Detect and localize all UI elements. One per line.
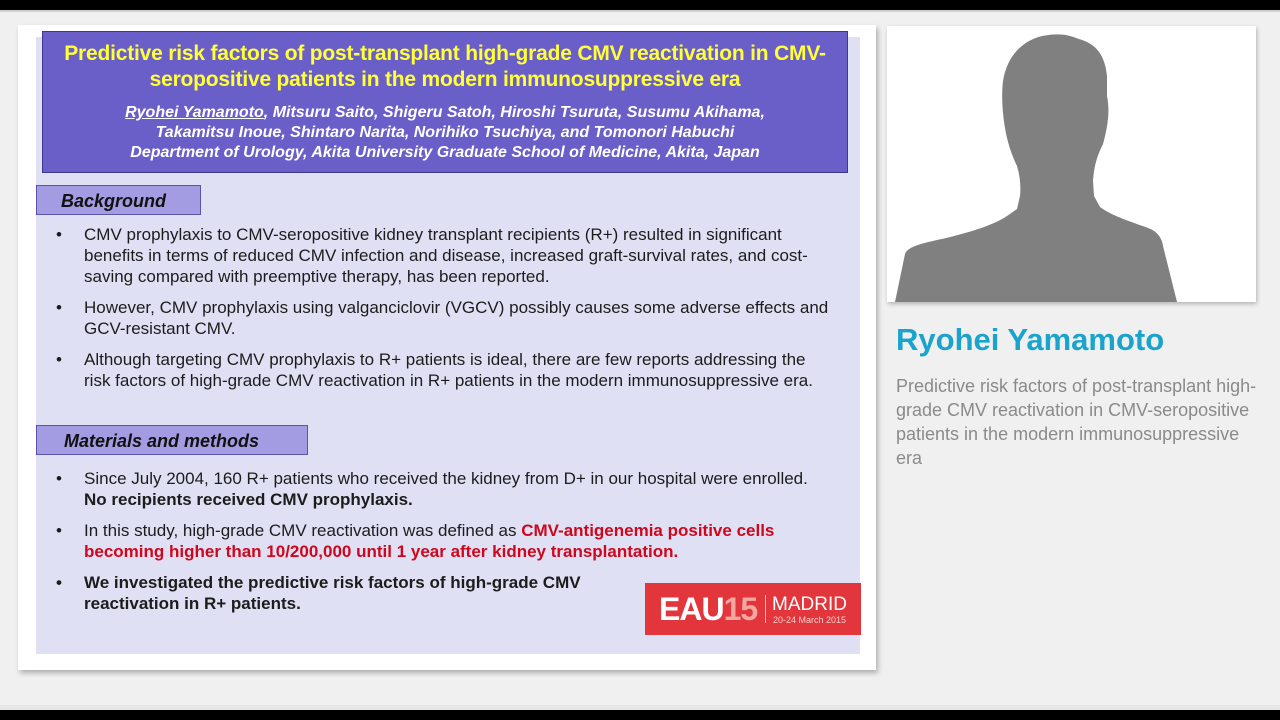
list-item: • However, CMV prophylaxis using valganciclovir (VGCV) possibly causes some adverse effects and GCV-resistant CMV.	[56, 298, 829, 338]
talk-title: Predictive risk factors of post-transplant high-grade CMV reactivation in CMV-seropositive patients in the modern immunosuppressive era	[896, 376, 1257, 468]
bullet-icon: •	[56, 225, 62, 244]
list-item: • We investigated the predictive risk factors of high-grade CMV reactivation in R+ patients.	[56, 573, 581, 613]
methods-heading: Materials and methods	[36, 425, 308, 455]
bottom-black-bar	[0, 710, 1280, 720]
slide-title-box	[42, 31, 848, 173]
list-item: • Since July 2004, 160 R+ patients who received the kidney from D+ in our hospital were enrolled. No recipients received CMV prophylaxis.	[56, 469, 808, 509]
co-authors-line2: Takamitsu Inoue, Shintaro Narita, Norihiko Tsuchiya, and Tomonori Habuchi	[155, 124, 735, 141]
top-black-bar	[0, 0, 1280, 10]
slide-title: Predictive risk factors of post-transplant high-grade CMV reactivation in CMV-seropositive patients in the modern immunosuppressive era	[64, 42, 826, 91]
person-silhouette-icon	[887, 26, 1256, 302]
top-divider	[0, 10, 1280, 12]
bullet-icon: •	[56, 521, 62, 540]
bullet-icon: •	[56, 350, 62, 369]
bullet-icon: •	[56, 469, 62, 488]
slide-panel	[18, 25, 876, 670]
speaker-name: Ryohei Yamamoto	[896, 322, 1165, 357]
bullet-icon: •	[56, 573, 62, 592]
affiliation: Department of Urology, Akita University Graduate School of Medicine, Akita, Japan	[130, 144, 760, 161]
background-bullets	[56, 224, 836, 401]
co-authors-line1: , Mitsuru Saito, Shigeru Satoh, Hiroshi Tsuruta, Susumu Akihama,	[263, 104, 765, 121]
presenting-author: Ryohei Yamamoto	[125, 104, 264, 121]
list-item: • CMV prophylaxis to CMV-seropositive kidney transplant recipients (R+) resulted in significant benefits in terms of reduced CMV infection and disease, increased graft-survival rates, and cost-saving compared with preemptive therapy, has been reported.	[56, 225, 808, 286]
eau15-madrid-logo: EAU15 MADRID 20-24 March 2015	[645, 583, 861, 635]
bullet-icon: •	[56, 298, 62, 317]
list-item: • Although targeting CMV prophylaxis to R+ patients is ideal, there are few reports addressing the risk factors of high-grade CMV reactivation in R+ patients in the modern immunosuppressive era.	[56, 350, 813, 390]
speaker-photo	[887, 26, 1256, 302]
background-heading: Background	[36, 185, 201, 215]
author-list	[43, 103, 847, 163]
list-item: • In this study, high-grade CMV reactivation was defined as CMV-antigenemia positive cells becoming higher than 10/200,000 until 1 year after kidney transplantation.	[56, 521, 775, 561]
